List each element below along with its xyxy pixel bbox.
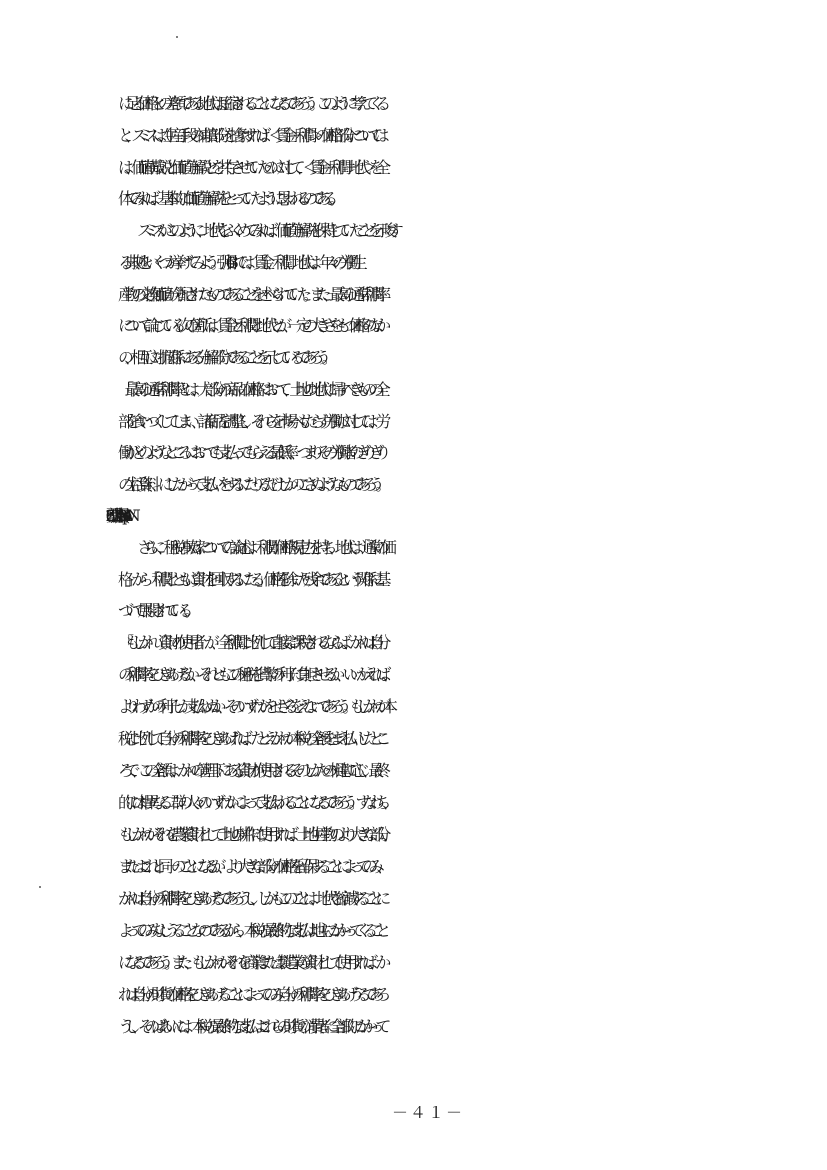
text-line: は、価値構成説と価値分解説とを共存させていたのに対して、＜賃金＋利潤＋地代＞を全 xyxy=(118,158,382,177)
text-line: の、相互に対抗関係にある分解部分であることを示しているであろう。 xyxy=(118,348,329,367)
scan-speck xyxy=(39,886,41,888)
quote-line: の利潤率をひきあげるか、それともこの租税を貨幣の利子に負担させるか、いいかえれば、 xyxy=(118,665,389,684)
quote-line: になるであろう。また、もしかれがそれを商業または製造業の資財として使用すれば、か xyxy=(118,953,382,972)
quote-line: かれは自分の利潤率をひきあげるであろうし、しかもこのことは、地代を縮減することに xyxy=(118,889,382,908)
quote-line: もしかれがそれを農業資財として土地の耕作に使用すれば、土地生産物のより大きな部分、 xyxy=(118,825,389,844)
quote-line: またはこれと同一のことになるが、より大きな部分の価格を留保することによってのみ、 xyxy=(118,857,383,876)
text-line: 産物の交換価値が分配されたものであることを述べられていた。また、最高の通常利潤率 xyxy=(118,285,383,304)
quote-line: 「もしかれ〔資財の使用者〕が、全利潤に比例して直接に課税されるならば、かれは自分 xyxy=(118,633,383,652)
scan-speck xyxy=(176,36,178,38)
text-line: スミスがこのように、地代をふくめてみれば、価値分解説を保持していたことを示唆す xyxy=(137,221,395,240)
text-line: について論じている次の箇所は、賃金と利潤と地代とが、一定の大きさをもつ価格のなか xyxy=(118,316,382,335)
quote-line: 働がどのようなところにおいても支払ってもらえる最低率、つまりその労働者のぎりぎり xyxy=(118,443,383,462)
quote-line: 税に比例して自分の利潤率をひきあげれば、たとえかれが本税の全額をまえ払いしたとこ xyxy=(118,729,383,748)
text-line: る典拠をいくつか挙げてみよう。〔引用3-6〕では、賃金、利潤、地代は、年々の労働生 xyxy=(118,253,359,272)
quote-line: よってのみなしうることなのであるから、本税の最終的な支払は地主にかかってくること xyxy=(118,921,383,940)
text-line: さらに、租税の転嫁についての論述は、利潤が価格規定力を持ち、地代は「通常の価 xyxy=(137,538,388,557)
text-line: に足る価格との差額である地代は圧縮されることになるであろう。このように考えてくる xyxy=(118,94,382,113)
text-line: 体でみれば、基本的に価値分解説をとっていたように思われるのである。 xyxy=(118,189,336,208)
quote-line: れは自分の財貨の価格をひきあげることによってのみ自分の利潤率をひきあげうるであろ xyxy=(118,985,382,1004)
text-line: 格」から「利潤とともに資財を回収するにたる」価格を除いた残余であるという関係に基 xyxy=(118,570,383,589)
quote-line: うし、そのばあいには、本税の最終的な支払はこれらの財貨の消費者に全部的にかかって xyxy=(118,1017,383,1036)
page-number: －４１－ xyxy=(392,1103,465,1122)
quote-line: 的には相異なる二群の人々のいずれかによって支払われることになるであろう。すなわち、 xyxy=(118,793,389,812)
quote-line: よりわずかの利子しか支払わぬか、そのいずれかをせざるをえないであろう。もしかれが本 xyxy=(118,697,389,716)
text-line: と、スミスは、（生産手段の補填部分を捨象すれば）＜賃金＋利潤＞の価格部分については xyxy=(118,126,381,145)
citation-line xyxy=(118,506,728,526)
quote-line: 「最高の通常利潤率とは、大部分の商品の価格において、土地の地代に帰すべきものの全 xyxy=(118,380,382,399)
quote-line: ろで、この全額は、かれの管理下にある資財が使用されるそのしかたの相違に応じ、最終 xyxy=(118,761,382,780)
quote-line: の生活資料、にしたがって支払いをするにたりるだけしかのこさぬようなものであろう。 xyxy=(118,475,383,494)
quote-line: 部を食いつくしてしまい、諸商品を調整し、それらを市場へもたらす労働に対しては、労 xyxy=(118,412,383,431)
text-line: づいて展開されている。 xyxy=(118,601,191,620)
